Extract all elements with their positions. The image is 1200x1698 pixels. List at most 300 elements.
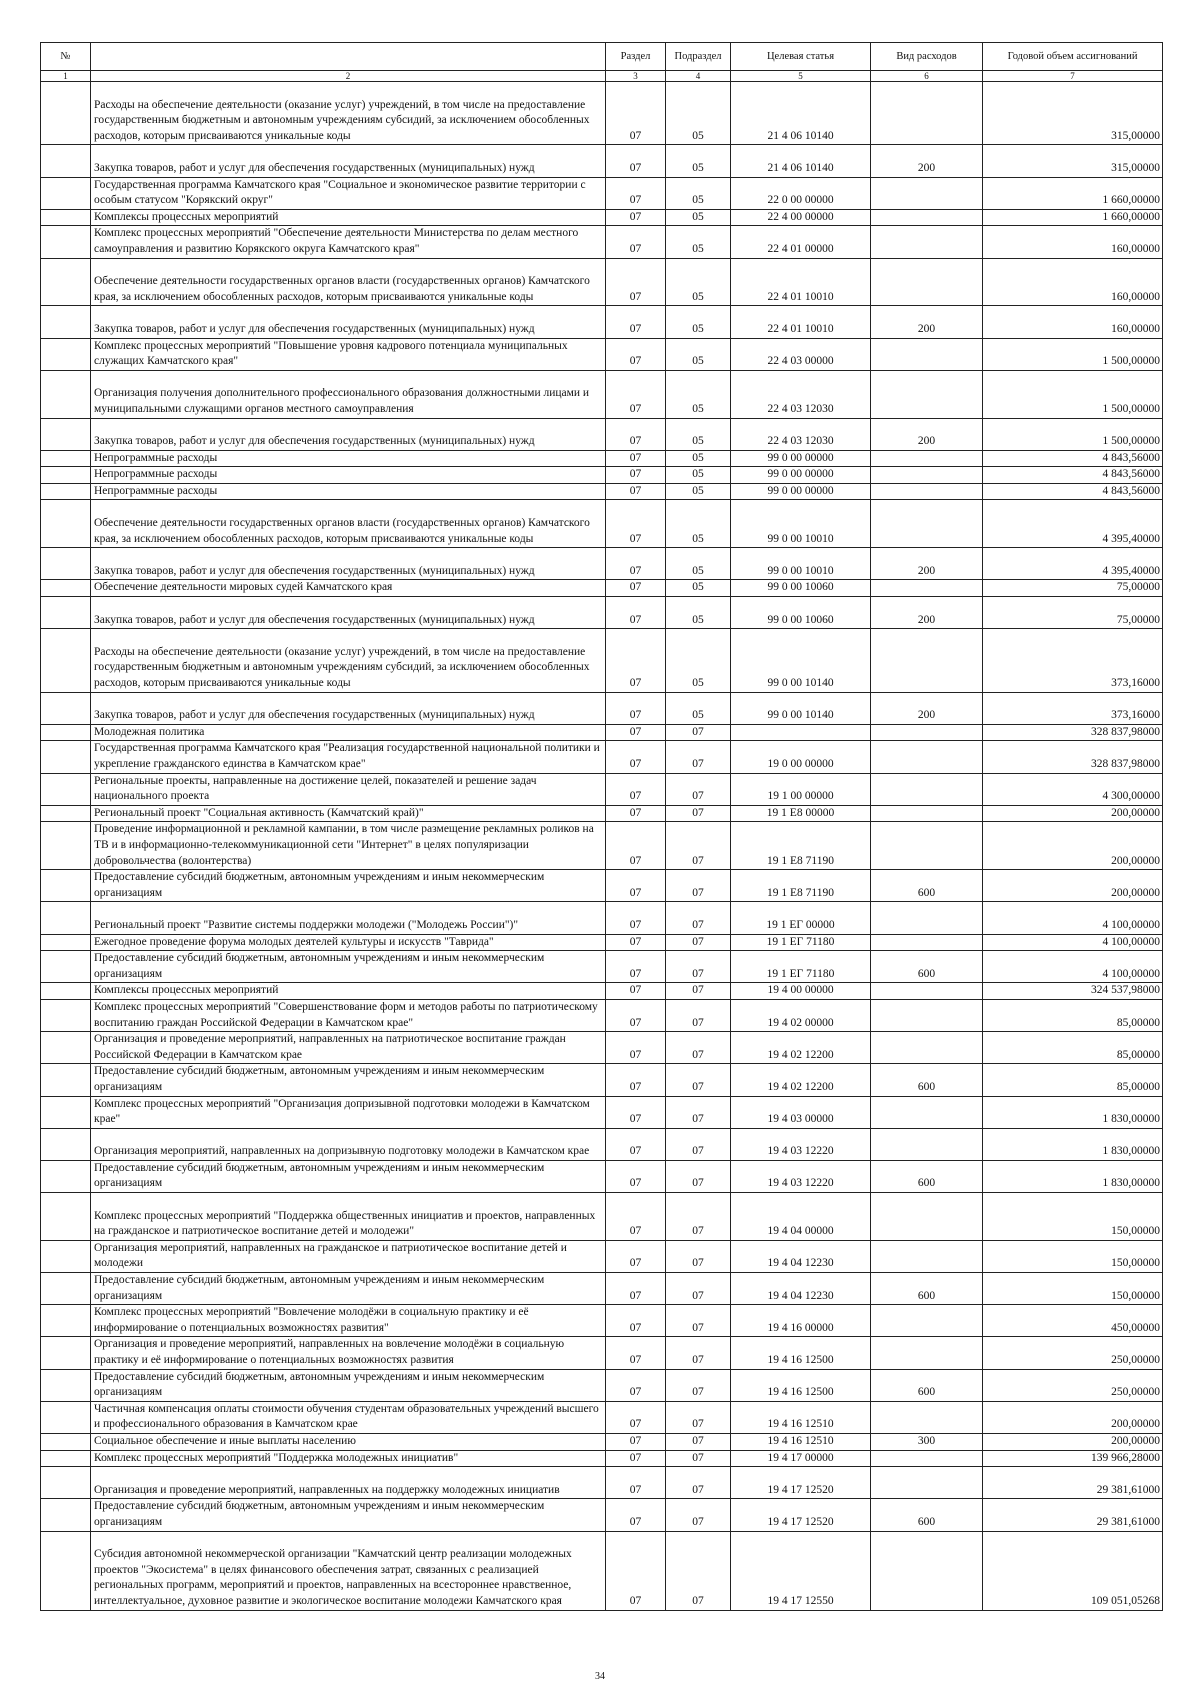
row-num — [41, 902, 91, 934]
table-row — [41, 1467, 1163, 1499]
row-name: Комплекс процессных мероприятий "Повышение уровня кадрового потенциала муниципальных служащих Камчатского края" — [91, 338, 606, 370]
row-razdel: 07 — [606, 1273, 666, 1305]
row-vid: 600 — [871, 1160, 983, 1192]
index-cell: 7 — [983, 71, 1163, 82]
table-row — [41, 306, 1163, 338]
row-vid — [871, 983, 983, 1000]
row-tselevaya: 19 4 17 12550 — [731, 1531, 871, 1610]
row-razdel: 07 — [606, 1064, 666, 1096]
row-num — [41, 1337, 91, 1369]
row-summa: 200,00000 — [983, 1433, 1163, 1450]
row-podrazdel: 07 — [666, 870, 731, 902]
row-name: Расходы на обеспечение деятельности (оказание услуг) учреждений, в том числе на предоставление государственным бюджетным и автономным учреждениям субсидий, за исключением обособленных расходов, которым присваиваются уникальные коды — [91, 82, 606, 145]
row-razdel: 07 — [606, 1096, 666, 1128]
row-razdel: 07 — [606, 258, 666, 306]
row-summa: 29 381,61000 — [983, 1467, 1163, 1499]
row-tselevaya: 99 0 00 00000 — [731, 467, 871, 484]
row-podrazdel: 07 — [666, 773, 731, 805]
table-row — [41, 500, 1163, 548]
row-vid — [871, 467, 983, 484]
row-name: Закупка товаров, работ и услуг для обеспечения государственных (муниципальных) нужд — [91, 418, 606, 450]
row-vid — [871, 258, 983, 306]
row-num — [41, 629, 91, 692]
header-tselevaya: Целевая статья — [731, 43, 871, 71]
row-vid — [871, 724, 983, 741]
row-podrazdel: 07 — [666, 1369, 731, 1401]
row-summa: 150,00000 — [983, 1240, 1163, 1272]
table-row — [41, 370, 1163, 418]
row-tselevaya: 99 0 00 10010 — [731, 500, 871, 548]
row-summa: 4 395,40000 — [983, 548, 1163, 580]
row-summa: 315,00000 — [983, 82, 1163, 145]
row-tselevaya: 19 1 E8 71190 — [731, 870, 871, 902]
row-name: Предоставление субсидий бюджетным, автономным учреждениям и иным некоммерческим организациям — [91, 1160, 606, 1192]
row-podrazdel: 05 — [666, 580, 731, 597]
table-row — [41, 418, 1163, 450]
page-number: 34 — [595, 1671, 605, 1682]
row-razdel: 07 — [606, 692, 666, 724]
row-name: Закупка товаров, работ и услуг для обеспечения государственных (муниципальных) нужд — [91, 306, 606, 338]
table-header-row — [41, 43, 1163, 71]
header-podrazdel: Подраздел — [666, 43, 731, 71]
row-razdel: 07 — [606, 1305, 666, 1337]
row-tselevaya: 19 0 00 00000 — [731, 741, 871, 773]
row-name: Закупка товаров, работ и услуг для обеспечения государственных (муниципальных) нужд — [91, 692, 606, 724]
row-tselevaya: 19 4 03 12220 — [731, 1128, 871, 1160]
row-num — [41, 951, 91, 983]
row-tselevaya — [731, 724, 871, 741]
index-cell: 3 — [606, 71, 666, 82]
row-tselevaya: 19 4 17 00000 — [731, 1450, 871, 1467]
row-num — [41, 1401, 91, 1433]
row-summa: 4 100,00000 — [983, 902, 1163, 934]
row-vid: 600 — [871, 1064, 983, 1096]
table-row — [41, 177, 1163, 209]
row-tselevaya: 22 4 00 00000 — [731, 209, 871, 226]
header-vid: Вид расходов — [871, 43, 983, 71]
row-num — [41, 1064, 91, 1096]
row-summa: 1 830,00000 — [983, 1128, 1163, 1160]
row-tselevaya: 19 4 02 00000 — [731, 999, 871, 1031]
row-num — [41, 1240, 91, 1272]
row-num — [41, 258, 91, 306]
row-razdel: 07 — [606, 724, 666, 741]
row-vid — [871, 1032, 983, 1064]
row-num — [41, 306, 91, 338]
index-cell: 5 — [731, 71, 871, 82]
table-index-row — [41, 71, 1163, 82]
row-tselevaya: 21 4 06 10140 — [731, 145, 871, 177]
row-tselevaya: 19 4 04 12230 — [731, 1273, 871, 1305]
row-summa: 85,00000 — [983, 1032, 1163, 1064]
row-razdel: 07 — [606, 1128, 666, 1160]
row-vid: 200 — [871, 548, 983, 580]
budget-table-sheet — [40, 42, 1162, 1611]
row-podrazdel: 05 — [666, 226, 731, 258]
row-podrazdel: 07 — [666, 934, 731, 951]
index-cell: 6 — [871, 71, 983, 82]
row-name: Непрограммные расходы — [91, 467, 606, 484]
row-name: Региональный проект "Развитие системы поддержки молодежи ("Молодежь России")" — [91, 902, 606, 934]
row-name: Предоставление субсидий бюджетным, автономным учреждениям и иным некоммерческим организациям — [91, 951, 606, 983]
row-name: Закупка товаров, работ и услуг для обеспечения государственных (муниципальных) нужд — [91, 145, 606, 177]
row-num — [41, 1160, 91, 1192]
row-summa: 85,00000 — [983, 1064, 1163, 1096]
row-vid — [871, 822, 983, 870]
row-podrazdel: 05 — [666, 177, 731, 209]
row-name: Комплекс процессных мероприятий "Совершенствование форм и методов работы по патриотическому воспитанию граждан Российской Федерации в Камчатском крае" — [91, 999, 606, 1031]
row-podrazdel: 07 — [666, 1128, 731, 1160]
row-podrazdel: 07 — [666, 902, 731, 934]
row-razdel: 07 — [606, 370, 666, 418]
row-razdel: 07 — [606, 145, 666, 177]
row-summa: 1 500,00000 — [983, 338, 1163, 370]
row-podrazdel: 05 — [666, 450, 731, 467]
row-summa: 160,00000 — [983, 258, 1163, 306]
table-row — [41, 870, 1163, 902]
row-num — [41, 226, 91, 258]
index-cell: 2 — [91, 71, 606, 82]
row-num — [41, 1450, 91, 1467]
row-num — [41, 418, 91, 450]
row-summa: 139 966,28000 — [983, 1450, 1163, 1467]
row-podrazdel: 07 — [666, 999, 731, 1031]
table-row — [41, 1240, 1163, 1272]
row-summa: 1 660,00000 — [983, 177, 1163, 209]
row-summa: 373,16000 — [983, 629, 1163, 692]
row-podrazdel: 05 — [666, 500, 731, 548]
row-name: Организация и проведение мероприятий, направленных на вовлечение молодёжи в социальную практику и её информирование о потенциальных возможностях развития — [91, 1337, 606, 1369]
table-row — [41, 1531, 1163, 1610]
row-num — [41, 1128, 91, 1160]
row-summa: 109 051,05268 — [983, 1531, 1163, 1610]
row-name: Проведение информационной и рекламной кампании, в том числе размещение рекламных роликов на ТВ и в информационно-телекоммуникационной сети "Интернет" в целях популяризации добровольчества (волонтерства) — [91, 822, 606, 870]
row-summa: 250,00000 — [983, 1369, 1163, 1401]
row-podrazdel: 05 — [666, 629, 731, 692]
row-razdel: 07 — [606, 1401, 666, 1433]
row-summa: 29 381,61000 — [983, 1499, 1163, 1531]
row-summa: 150,00000 — [983, 1193, 1163, 1241]
table-row — [41, 773, 1163, 805]
row-summa: 1 830,00000 — [983, 1096, 1163, 1128]
row-name: Предоставление субсидий бюджетным, автономным учреждениям и иным некоммерческим организациям — [91, 1369, 606, 1401]
row-vid — [871, 1128, 983, 1160]
row-vid: 600 — [871, 951, 983, 983]
table-row — [41, 467, 1163, 484]
row-razdel: 07 — [606, 629, 666, 692]
row-razdel: 07 — [606, 500, 666, 548]
row-razdel: 07 — [606, 177, 666, 209]
row-summa: 75,00000 — [983, 597, 1163, 629]
row-podrazdel: 05 — [666, 692, 731, 724]
row-razdel: 07 — [606, 1032, 666, 1064]
row-num — [41, 177, 91, 209]
row-razdel: 07 — [606, 580, 666, 597]
row-num — [41, 1369, 91, 1401]
row-vid: 600 — [871, 1369, 983, 1401]
row-razdel: 07 — [606, 1193, 666, 1241]
row-podrazdel: 07 — [666, 1531, 731, 1610]
row-razdel: 07 — [606, 983, 666, 1000]
row-summa: 4 100,00000 — [983, 934, 1163, 951]
row-podrazdel: 07 — [666, 1467, 731, 1499]
row-razdel: 07 — [606, 209, 666, 226]
row-num — [41, 467, 91, 484]
table-row — [41, 999, 1163, 1031]
row-vid — [871, 483, 983, 500]
row-name: Непрограммные расходы — [91, 483, 606, 500]
row-vid: 300 — [871, 1433, 983, 1450]
row-tselevaya: 19 4 02 12200 — [731, 1064, 871, 1096]
row-podrazdel: 07 — [666, 1193, 731, 1241]
table-row — [41, 450, 1163, 467]
row-num — [41, 483, 91, 500]
row-tselevaya: 19 1 ЕГ 00000 — [731, 902, 871, 934]
row-razdel: 07 — [606, 450, 666, 467]
table-row — [41, 1369, 1163, 1401]
row-vid — [871, 580, 983, 597]
row-summa: 328 837,98000 — [983, 724, 1163, 741]
row-tselevaya: 19 1 ЕГ 71180 — [731, 951, 871, 983]
row-num — [41, 1305, 91, 1337]
row-summa: 200,00000 — [983, 870, 1163, 902]
row-vid — [871, 773, 983, 805]
row-summa: 4 843,56000 — [983, 467, 1163, 484]
row-num — [41, 580, 91, 597]
row-razdel: 07 — [606, 82, 666, 145]
row-podrazdel: 05 — [666, 548, 731, 580]
row-num — [41, 983, 91, 1000]
row-num — [41, 1273, 91, 1305]
row-name: Предоставление субсидий бюджетным, автономным учреждениям и иным некоммерческим организациям — [91, 1064, 606, 1096]
row-razdel: 07 — [606, 870, 666, 902]
row-tselevaya: 19 1 E8 00000 — [731, 805, 871, 822]
row-vid — [871, 1531, 983, 1610]
row-num — [41, 1193, 91, 1241]
row-summa: 1 830,00000 — [983, 1160, 1163, 1192]
row-tselevaya: 22 4 01 00000 — [731, 226, 871, 258]
row-vid — [871, 82, 983, 145]
row-razdel: 07 — [606, 1450, 666, 1467]
row-razdel: 07 — [606, 999, 666, 1031]
row-razdel: 07 — [606, 773, 666, 805]
table-row — [41, 902, 1163, 934]
row-vid — [871, 177, 983, 209]
index-cell: 1 — [41, 71, 91, 82]
row-name: Комплекс процессных мероприятий "Вовлечение молодёжи в социальную практику и её информирование о потенциальных возможностях развития" — [91, 1305, 606, 1337]
row-num — [41, 338, 91, 370]
row-vid — [871, 902, 983, 934]
row-name: Частичная компенсация оплаты стоимости обучения студентам образовательных учреждений высшего и профессионального образования в Камчатском крае — [91, 1401, 606, 1433]
row-tselevaya: 99 0 00 10010 — [731, 548, 871, 580]
table-row — [41, 82, 1163, 145]
table-row — [41, 805, 1163, 822]
row-summa: 200,00000 — [983, 1401, 1163, 1433]
row-razdel: 07 — [606, 934, 666, 951]
table-row — [41, 692, 1163, 724]
row-summa: 160,00000 — [983, 306, 1163, 338]
row-podrazdel: 07 — [666, 805, 731, 822]
row-num — [41, 999, 91, 1031]
row-razdel: 07 — [606, 805, 666, 822]
table-row — [41, 1096, 1163, 1128]
row-tselevaya: 21 4 06 10140 — [731, 82, 871, 145]
table-row — [41, 1450, 1163, 1467]
row-num — [41, 1499, 91, 1531]
row-tselevaya: 22 4 01 10010 — [731, 306, 871, 338]
row-vid — [871, 1240, 983, 1272]
row-tselevaya: 19 1 00 00000 — [731, 773, 871, 805]
row-name: Комплекс процессных мероприятий "Поддержка молодежных инициатив" — [91, 1450, 606, 1467]
row-razdel: 07 — [606, 822, 666, 870]
row-num — [41, 209, 91, 226]
table-row — [41, 338, 1163, 370]
row-tselevaya: 19 4 16 12500 — [731, 1337, 871, 1369]
row-tselevaya: 19 4 17 12520 — [731, 1499, 871, 1531]
table-row — [41, 983, 1163, 1000]
table-row — [41, 1401, 1163, 1433]
row-num — [41, 741, 91, 773]
table-row — [41, 724, 1163, 741]
row-name: Закупка товаров, работ и услуг для обеспечения государственных (муниципальных) нужд — [91, 597, 606, 629]
row-razdel: 07 — [606, 1337, 666, 1369]
row-podrazdel: 07 — [666, 1433, 731, 1450]
row-num — [41, 370, 91, 418]
row-razdel: 07 — [606, 1433, 666, 1450]
row-name: Комплекс процессных мероприятий "Организация допризывной подготовки молодежи в Камчатском крае" — [91, 1096, 606, 1128]
row-podrazdel: 07 — [666, 1337, 731, 1369]
table-row — [41, 1064, 1163, 1096]
row-podrazdel: 05 — [666, 209, 731, 226]
index-cell: 4 — [666, 71, 731, 82]
table-row — [41, 1193, 1163, 1241]
row-vid: 200 — [871, 418, 983, 450]
row-summa: 450,00000 — [983, 1305, 1163, 1337]
row-podrazdel: 05 — [666, 467, 731, 484]
row-name: Комплексы процессных мероприятий — [91, 983, 606, 1000]
row-name: Закупка товаров, работ и услуг для обеспечения государственных (муниципальных) нужд — [91, 548, 606, 580]
row-vid — [871, 741, 983, 773]
row-vid: 600 — [871, 1273, 983, 1305]
row-name: Государственная программа Камчатского края "Социальное и экономическое развитие территории с особым статусом "Корякский округ" — [91, 177, 606, 209]
row-num — [41, 822, 91, 870]
row-tselevaya: 22 4 03 12030 — [731, 370, 871, 418]
table-row — [41, 951, 1163, 983]
row-name: Непрограммные расходы — [91, 450, 606, 467]
row-vid — [871, 338, 983, 370]
row-summa: 4 843,56000 — [983, 483, 1163, 500]
row-summa: 324 537,98000 — [983, 983, 1163, 1000]
row-tselevaya: 22 0 00 00000 — [731, 177, 871, 209]
row-tselevaya: 99 0 00 00000 — [731, 450, 871, 467]
row-summa: 373,16000 — [983, 692, 1163, 724]
row-num — [41, 82, 91, 145]
row-tselevaya: 19 4 02 12200 — [731, 1032, 871, 1064]
row-num — [41, 548, 91, 580]
row-razdel: 07 — [606, 1369, 666, 1401]
row-num — [41, 145, 91, 177]
row-name: Организация мероприятий, направленных на гражданское и патриотическое воспитание детей и молодежи — [91, 1240, 606, 1272]
row-tselevaya: 19 4 17 12520 — [731, 1467, 871, 1499]
row-name: Комплекс процессных мероприятий "Поддержка общественных инициатив и проектов, направленных на гражданское и патриотическое воспитание детей и молодежи" — [91, 1193, 606, 1241]
row-summa: 4 300,00000 — [983, 773, 1163, 805]
row-vid — [871, 1305, 983, 1337]
row-name: Обеспечение деятельности государственных органов власти (государственных органов) Камчатского края, за исключением обособленных расходов, которым присваиваются уникальные коды — [91, 258, 606, 306]
row-name: Ежегодное проведение форума молодых деятелей культуры и искусств "Таврида" — [91, 934, 606, 951]
row-vid: 200 — [871, 597, 983, 629]
row-podrazdel: 07 — [666, 1160, 731, 1192]
row-num — [41, 870, 91, 902]
row-tselevaya: 19 4 16 12510 — [731, 1433, 871, 1450]
row-vid — [871, 1401, 983, 1433]
row-podrazdel: 07 — [666, 1240, 731, 1272]
row-vid — [871, 209, 983, 226]
row-num — [41, 724, 91, 741]
row-summa: 1 500,00000 — [983, 418, 1163, 450]
row-podrazdel: 05 — [666, 338, 731, 370]
row-tselevaya: 19 4 16 12500 — [731, 1369, 871, 1401]
row-tselevaya: 19 4 03 12220 — [731, 1160, 871, 1192]
row-vid: 600 — [871, 1499, 983, 1531]
row-name: Молодежная политика — [91, 724, 606, 741]
table-row — [41, 483, 1163, 500]
row-name: Субсидия автономной некоммерческой организации "Камчатский центр реализации молодежных проектов "Экосистема" в целях финансового обеспечения затрат, связанных с реализацией региональных программ, мероприятий и проектов, направленных на всестороннее нравственное, интеллектуальное, духовное развитие и экологическое воспитание молодежи Камчатского края — [91, 1531, 606, 1610]
row-name: Обеспечение деятельности мировых судей Камчатского края — [91, 580, 606, 597]
row-num — [41, 1096, 91, 1128]
row-razdel: 07 — [606, 1160, 666, 1192]
row-vid — [871, 1450, 983, 1467]
row-podrazdel: 05 — [666, 306, 731, 338]
row-vid — [871, 370, 983, 418]
header-name — [91, 43, 606, 71]
row-tselevaya: 19 4 04 12230 — [731, 1240, 871, 1272]
row-vid — [871, 629, 983, 692]
row-name: Организация получения дополнительного профессионального образования должностными лицами и муниципальными служащими органов местного самоуправления — [91, 370, 606, 418]
row-vid — [871, 805, 983, 822]
row-tselevaya: 19 1 E8 71190 — [731, 822, 871, 870]
row-vid: 600 — [871, 870, 983, 902]
row-vid — [871, 450, 983, 467]
table-row — [41, 1032, 1163, 1064]
row-podrazdel: 07 — [666, 741, 731, 773]
row-num — [41, 773, 91, 805]
row-name: Комплекс процессных мероприятий "Обеспечение деятельности Министерства по делам местного самоуправления и развитию Корякского округа Камчатского края" — [91, 226, 606, 258]
row-podrazdel: 07 — [666, 1499, 731, 1531]
table-body — [41, 82, 1163, 1611]
row-vid — [871, 999, 983, 1031]
row-podrazdel: 07 — [666, 983, 731, 1000]
row-vid — [871, 226, 983, 258]
row-vid — [871, 500, 983, 548]
row-name: Предоставление субсидий бюджетным, автономным учреждениям и иным некоммерческим организациям — [91, 1273, 606, 1305]
row-razdel: 07 — [606, 548, 666, 580]
row-tselevaya: 99 0 00 10060 — [731, 597, 871, 629]
row-vid: 200 — [871, 306, 983, 338]
row-summa: 200,00000 — [983, 805, 1163, 822]
row-tselevaya: 99 0 00 10140 — [731, 692, 871, 724]
row-razdel: 07 — [606, 306, 666, 338]
table-row — [41, 822, 1163, 870]
row-vid — [871, 1096, 983, 1128]
row-tselevaya: 19 4 00 00000 — [731, 983, 871, 1000]
row-razdel: 07 — [606, 741, 666, 773]
table-row — [41, 629, 1163, 692]
row-summa: 4 100,00000 — [983, 951, 1163, 983]
row-num — [41, 1467, 91, 1499]
row-num — [41, 500, 91, 548]
budget-table — [40, 42, 1163, 1611]
row-razdel: 07 — [606, 338, 666, 370]
